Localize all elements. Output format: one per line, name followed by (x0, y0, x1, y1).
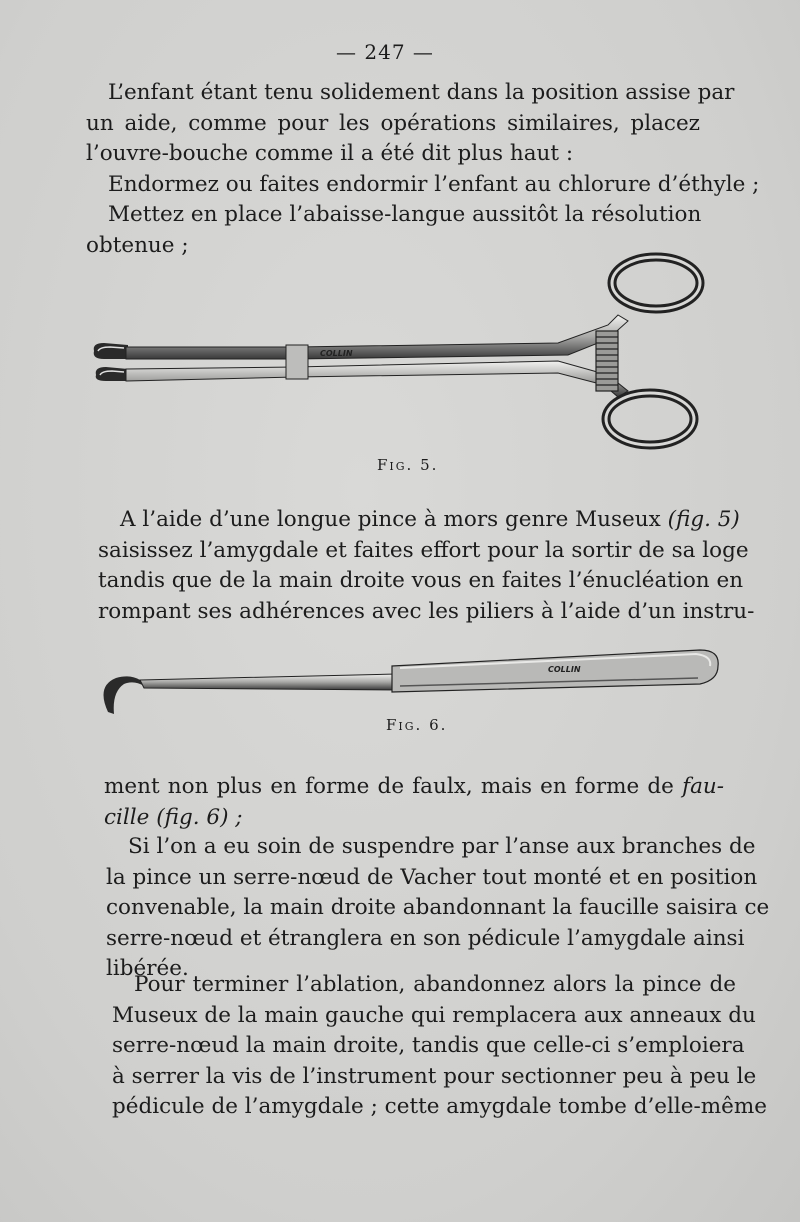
text-line: Si l’on a eu soin de suspendre par l’anse aux branches de (128, 834, 756, 859)
text-line: ment non plus en forme de faulx, mais en forme de fau- (104, 774, 724, 799)
text-line: serre-nœud la main droite, tandis que celle-ci s’emploiera (112, 1033, 745, 1058)
paragraph-7 (112, 970, 767, 1123)
text-line: libérée. (106, 956, 189, 981)
text-line: l’ouvre-bouche comme il a été dit plus haut : (86, 141, 574, 166)
text-line: pédicule de l’amygdale ; cette amygdale tombe d’elle-même (112, 1094, 767, 1119)
text-line: un aide, comme pour les opérations similaires, placez (86, 110, 700, 136)
text-line: A l’aide d’une longue pince à mors genre Museux (fig. 5) (120, 507, 740, 532)
paragraph-1 (86, 78, 735, 170)
paragraph-2 (86, 170, 760, 201)
text-line: Pour terminer l’ablation, abandonnez alors la pince de (134, 972, 736, 997)
text-line: tandis que de la main droite vous en faites l’énucléation en (98, 568, 744, 593)
page-number: — 247 — (336, 40, 434, 64)
forceps-illustration (88, 255, 708, 455)
text-line: la pince un serre-nœud de Vacher tout monté et en position (106, 864, 758, 890)
figure-5-caption: Fig. 5. (377, 456, 439, 474)
paragraph-3 (86, 200, 700, 261)
fig5-engraving: COLLIN (320, 349, 353, 358)
text-line: rompant ses adhérences avec les piliers à l’aide d’un instru- (98, 598, 755, 624)
text-line: Endormez ou faites endormir l’enfant au chlorure d’éthyle ; (108, 172, 760, 197)
text-line: Museux de la main gauche qui remplacera aux anneaux du (112, 1002, 756, 1028)
paragraph-5 (104, 772, 724, 833)
text-line: serre-nœud et étranglera en son pédicule l’amygdale ainsi (106, 925, 745, 951)
sickle-hook-illustration (100, 646, 720, 726)
paragraph-6 (106, 832, 770, 985)
paragraph-4 (98, 505, 755, 627)
text-line: convenable, la main droite abandonnant la faucille saisira ce (106, 895, 770, 920)
text-line: obtenue ; (86, 232, 189, 258)
text-line: Mettez en place l’abaisse-langue aussitôt la résolution (108, 202, 702, 227)
figure-6-caption: Fig. 6. (386, 716, 448, 734)
text-line: cille (fig. 6) ; (104, 804, 243, 830)
text-line: L’enfant étant tenu solidement dans la position assise par (108, 80, 735, 105)
text-line: saisissez l’amygdale et faites effort pour la sortir de sa loge (98, 537, 749, 563)
text-line: à serrer la vis de l’instrument pour sectionner peu à peu le (112, 1063, 757, 1089)
fig6-engraving: COLLIN (548, 665, 581, 674)
